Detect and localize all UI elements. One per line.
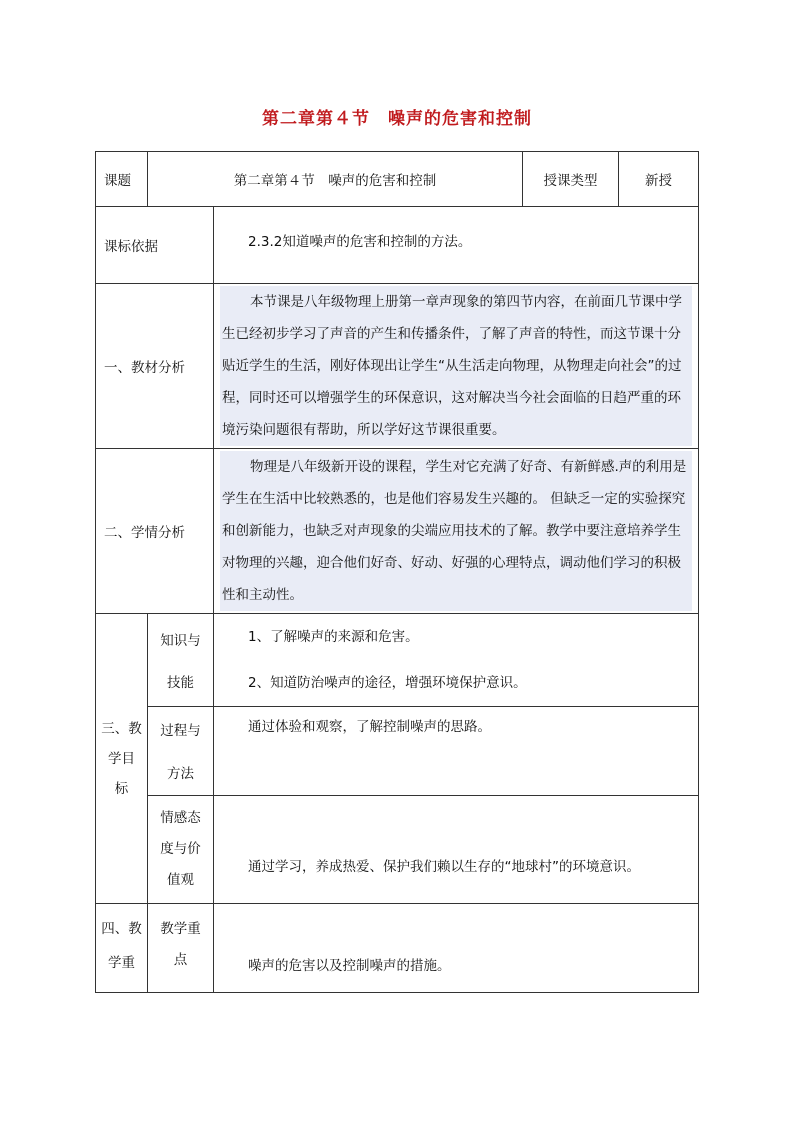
knowledge-skills-label: 知识与 技能 <box>148 614 214 707</box>
standard-value: 2.3.2知道噪声的危害和控制的方法。 <box>214 207 699 284</box>
knowledge-skills-content <box>214 614 699 707</box>
row-student-analysis <box>96 449 699 614</box>
goal-item: 1、了解噪声的来源和危害。 <box>248 629 419 645</box>
goal-item: 2、知道防治噪声的途径，增强环境保护意识。 <box>248 675 527 691</box>
key-points-content: 噪声的危害以及控制噪声的措施。 <box>214 904 699 993</box>
row-key-points <box>96 904 699 993</box>
lesson-plan-table <box>95 151 699 993</box>
process-methods-label: 过程与 方法 <box>148 707 214 796</box>
topic-label: 课题 <box>96 152 148 207</box>
lesson-type-label: 授课类型 <box>523 152 619 207</box>
process-methods-content: 通过体验和观察，了解控制噪声的思路。 <box>214 707 699 796</box>
topic-value: 第二章第４节 噪声的危害和控制 <box>148 152 523 207</box>
row-goal-process <box>96 707 699 796</box>
student-analysis-label: 二、学情分析 <box>96 449 214 614</box>
row-topic <box>96 152 699 207</box>
key-points-sublabel: 教学重 点 <box>148 904 214 993</box>
teaching-goals-label: 三、教 学目 标 <box>96 614 148 904</box>
row-goal-knowledge <box>96 614 699 707</box>
document-title: 第二章第４节 噪声的危害和控制 <box>262 109 532 129</box>
attitude-values-content: 通过学习，养成热爱、保护我们赖以生存的“地球村”的环境意识。 <box>214 796 699 904</box>
standard-label: 课标依据 <box>96 207 214 284</box>
textbook-analysis-label: 一、教材分析 <box>96 284 214 449</box>
row-standard <box>96 207 699 284</box>
student-analysis-text: 物理是八年级新开设的课程，学生对它充满了好奇、有新鲜感.声的利用是学生在生活中比较熟悉的，也是他们容易发生兴趣的。 但缺乏一定的实验探究和创新能力，也缺乏对声现象的尖端应用技术的了解。教学中要注意培养学生对物理的兴趣，迎合他们好奇、好动、好强的心理特点，调动他们学习的积极性和主动性。 <box>220 451 692 611</box>
lesson-type-value: 新授 <box>619 152 699 207</box>
attitude-values-label: 情感态 度与价 值观 <box>148 796 214 904</box>
row-goal-emotion <box>96 796 699 904</box>
row-textbook-analysis <box>96 284 699 449</box>
textbook-analysis-text: 本节课是八年级物理上册第一章声现象的第四节内容，在前面几节课中学生已经初步学习了声音的产生和传播条件，了解了声音的特性，而这节课十分贴近学生的生活，刚好体现出让学生“从生活走向物理，从物理走向社会”的过程，同时还可以增强学生的环保意识，这对解决当今社会面临的日趋严重的环境污染问题很有帮助，所以学好这节课很重要。 <box>220 286 692 446</box>
key-points-label: 四、教 学重 <box>96 904 148 993</box>
